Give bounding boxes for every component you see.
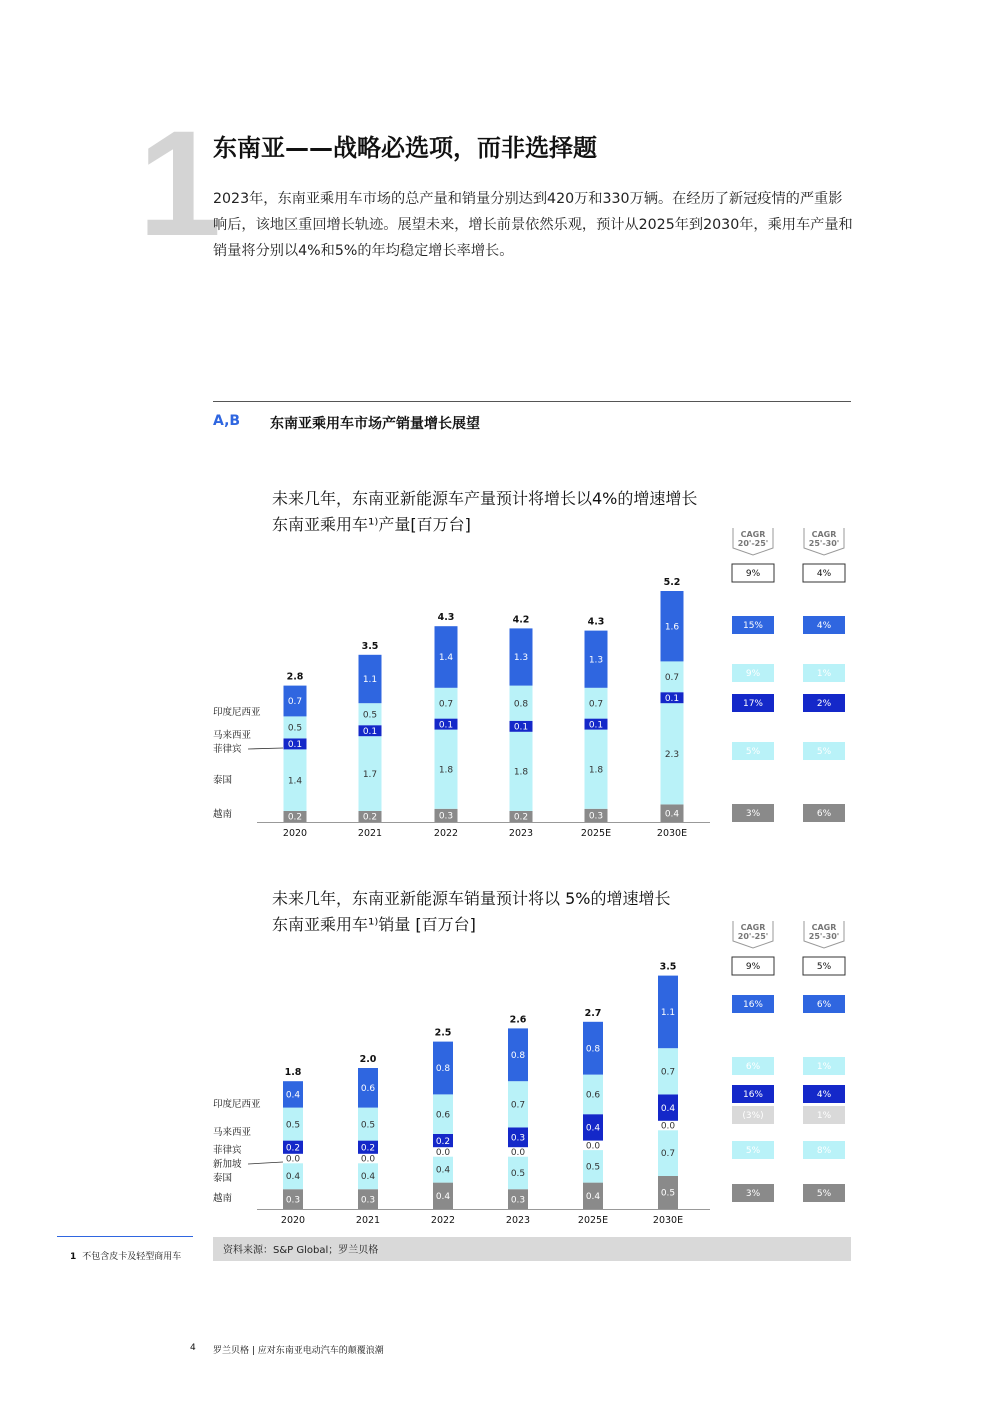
total-label: 4.3: [437, 612, 455, 624]
data-label-vietnam: 0.4: [664, 809, 680, 820]
source-text: 资料来源：S&P Global；罗兰贝格: [223, 1245, 379, 1256]
legend-leader-singapore: [248, 1162, 283, 1164]
data-label-malaysia: 0.7: [588, 699, 604, 710]
data-label-malaysia: 0.5: [287, 723, 303, 734]
cagr-value-philippines: 4%: [816, 1090, 832, 1101]
data-label-philippines: 0.1: [513, 722, 529, 733]
data-label-vietnam: 0.4: [435, 1192, 451, 1202]
x-tick-label: 2022: [430, 1215, 456, 1226]
legend-vietnam: 越南: [213, 1193, 233, 1204]
x-tick-label: 2030E: [652, 1215, 684, 1226]
cagr-header-text: 20'-25': [737, 539, 769, 548]
data-label-indonesia: 1.3: [513, 653, 529, 664]
cagr-value-singapore: 1%: [816, 1111, 832, 1122]
intro-paragraph: 2023年，东南亚乘用车市场的总产量和销量分别达到420万和330万辆。在经历了新冠疫情的严重影响后，该地区重回增长轨迹。展望未来，增长前景依然乐观，预计从2025年到2030年，乘用车产量和销量将分别以4%和5%的年均稳定增长率增长。: [213, 191, 853, 259]
data-label-thailand: 1.8: [513, 767, 529, 778]
data-label-vietnam: 0.5: [660, 1188, 676, 1199]
x-tick-label: 2025E: [580, 828, 612, 839]
data-label-malaysia: 0.6: [435, 1110, 451, 1121]
data-label-indonesia: 1.1: [362, 675, 378, 686]
cagr-value-thailand: 5%: [816, 747, 832, 758]
x-tick-label: 2023: [505, 1215, 531, 1226]
data-label-philippines: 0.1: [588, 720, 604, 731]
cagr-value-philippines: 2%: [816, 699, 832, 710]
data-label-philippines: 0.1: [664, 693, 680, 704]
data-label-vietnam: 0.2: [287, 812, 303, 823]
cagr-value-vietnam: 3%: [745, 809, 761, 820]
cagr-value-thailand: 5%: [745, 747, 761, 758]
data-label-thailand: 0.4: [360, 1172, 376, 1183]
data-label-vietnam: 0.4: [585, 1192, 601, 1202]
data-label-indonesia: 0.7: [287, 697, 303, 708]
cagr-value-thailand: 8%: [816, 1146, 832, 1157]
legend-philippines: 菲律宾: [213, 1145, 242, 1156]
cagr-value-philippines: 17%: [742, 699, 764, 710]
production-chart-title: 东南亚乘用车¹⁾产量[百万台]: [272, 515, 471, 534]
figure-tag: A,B: [213, 413, 241, 429]
source-bar: [213, 1237, 851, 1261]
data-label-thailand: 0.7: [660, 1149, 676, 1160]
data-label-philippines: 0.4: [660, 1103, 676, 1114]
data-label-vietnam: 0.3: [588, 811, 604, 822]
cagr-value-indonesia: 4%: [816, 621, 832, 632]
cagr-value-malaysia: 1%: [816, 669, 832, 680]
data-label-malaysia: 0.6: [585, 1090, 601, 1101]
data-label-thailand: 1.8: [588, 765, 604, 776]
data-label-philippines: 0.2: [285, 1143, 301, 1154]
legend-indonesia: 印度尼西亚: [213, 707, 261, 718]
data-label-thailand: 1.8: [438, 765, 454, 776]
x-tick-label: 2030E: [656, 828, 688, 839]
sales-chart-headline: 未来几年，东南亚新能源车销量预计将以 5%的增速增长: [272, 889, 671, 908]
data-label-philippines: 0.3: [510, 1133, 526, 1144]
data-label-thailand: 0.4: [285, 1172, 301, 1183]
total-label: 2.6: [509, 1014, 527, 1026]
x-tick-label: 2020: [280, 1215, 306, 1226]
data-label-indonesia: 1.1: [660, 1008, 676, 1019]
cagr-value-malaysia: 1%: [816, 1062, 832, 1073]
total-label: 4.2: [512, 614, 530, 626]
data-label-thailand: 0.4: [435, 1165, 451, 1176]
cagr-value-singapore: (3%): [742, 1111, 764, 1122]
data-label-philippines: 0.2: [435, 1136, 451, 1147]
x-tick-label: 2021: [357, 828, 383, 839]
data-label-malaysia: 0.5: [362, 710, 378, 721]
data-label-indonesia: 0.4: [285, 1090, 301, 1101]
data-label-malaysia: 0.5: [285, 1120, 301, 1131]
total-label: 2.5: [434, 1027, 452, 1039]
cagr-header-text: CAGR: [811, 923, 837, 932]
legend-singapore: 新加坡: [213, 1159, 242, 1170]
total-label: 5.2: [663, 577, 681, 588]
x-tick-label: 2025E: [577, 1215, 609, 1226]
legend-thailand: 泰国: [213, 1173, 233, 1184]
x-tick-label: 2022: [433, 828, 459, 839]
figure-title: 东南亚乘用车市场产销量增长展望: [270, 416, 480, 432]
cagr-value-malaysia: 6%: [745, 1062, 761, 1073]
cagr-header-text: CAGR: [811, 530, 837, 539]
cagr-value-indonesia: 16%: [742, 1000, 764, 1011]
data-label-vietnam: 0.3: [360, 1195, 376, 1206]
data-label-malaysia: 0.7: [510, 1100, 526, 1111]
cagr-value-malaysia: 9%: [745, 669, 761, 680]
legend-malaysia: 马来西亚: [213, 1127, 252, 1138]
data-label-singapore: 0.0: [360, 1154, 376, 1165]
data-label-malaysia: 0.7: [664, 673, 680, 683]
data-label-philippines: 0.2: [360, 1143, 376, 1154]
cagr-value-vietnam: 3%: [745, 1189, 761, 1200]
legend-malaysia: 马来西亚: [213, 730, 252, 741]
total-label: 1.8: [284, 1067, 302, 1079]
data-label-vietnam: 0.3: [438, 811, 454, 822]
cagr-header-text: 25'-30': [808, 539, 840, 548]
data-label-indonesia: 1.4: [438, 653, 454, 664]
data-label-malaysia: 0.7: [660, 1067, 676, 1078]
data-label-vietnam: 0.2: [513, 812, 529, 823]
data-label-thailand: 1.4: [287, 776, 303, 787]
data-label-philippines: 0.1: [362, 726, 378, 737]
page-number: 4: [190, 1343, 196, 1353]
data-label-singapore: 0.0: [585, 1141, 601, 1152]
x-tick-label: 2020: [282, 828, 308, 839]
legend-philippines: 菲律宾: [213, 744, 242, 755]
data-label-indonesia: 1.3: [588, 655, 604, 666]
data-label-singapore: 0.0: [285, 1154, 301, 1165]
section-title: 东南亚——战略必选项，而非选择题: [213, 134, 597, 162]
data-label-malaysia: 0.7: [438, 699, 454, 710]
legend-vietnam: 越南: [213, 809, 233, 820]
cagr-value-vietnam: 6%: [816, 809, 832, 820]
data-label-singapore: 0.0: [510, 1147, 526, 1158]
data-label-vietnam: 0.3: [285, 1195, 301, 1206]
data-label-philippines: 0.1: [287, 740, 303, 751]
cagr-header-text: CAGR: [740, 923, 766, 932]
data-label-malaysia: 0.8: [513, 699, 529, 710]
total-label: 2.7: [584, 1007, 602, 1019]
cagr-value-total: 5%: [816, 962, 832, 973]
footnote: [70, 1249, 181, 1262]
footnote-text: 不包含皮卡及轻型商用车: [82, 1252, 182, 1262]
legend-thailand: 泰国: [213, 775, 233, 786]
data-label-thailand: 0.5: [510, 1168, 526, 1179]
cagr-header-text: CAGR: [740, 530, 766, 539]
data-label-thailand: 2.3: [664, 750, 680, 760]
data-label-thailand: 1.7: [362, 769, 378, 780]
data-label-singapore: 0.0: [435, 1147, 451, 1158]
data-label-indonesia: 0.8: [510, 1051, 526, 1061]
cagr-value-total: 9%: [745, 569, 761, 580]
data-label-indonesia: 0.8: [585, 1044, 601, 1055]
data-label-vietnam: 0.3: [510, 1195, 526, 1206]
cagr-value-total: 9%: [745, 962, 761, 973]
cagr-value-total: 4%: [816, 569, 832, 580]
data-label-philippines: 0.4: [585, 1123, 601, 1134]
production-chart-headline: 未来几年，东南亚新能源车产量预计将增长以4%的增速增长: [272, 489, 698, 508]
cagr-value-vietnam: 5%: [816, 1189, 832, 1200]
x-tick-label: 2021: [355, 1215, 381, 1226]
data-label-vietnam: 0.2: [362, 812, 378, 823]
total-label: 3.5: [659, 961, 677, 973]
footnote-number: 1: [70, 1252, 77, 1262]
total-label: 4.3: [587, 616, 605, 628]
cagr-value-indonesia: 6%: [816, 1000, 832, 1011]
x-tick-label: 2023: [508, 828, 534, 839]
data-label-indonesia: 0.8: [435, 1064, 451, 1075]
total-label: 2.0: [359, 1054, 377, 1065]
data-label-indonesia: 0.6: [360, 1084, 376, 1094]
data-label-malaysia: 0.5: [360, 1120, 376, 1131]
cagr-value-thailand: 5%: [745, 1146, 761, 1157]
cagr-value-philippines: 16%: [742, 1090, 764, 1101]
total-label: 2.8: [286, 671, 304, 683]
cagr-value-indonesia: 15%: [742, 621, 764, 632]
section-number: 1: [138, 99, 218, 267]
total-label: 3.5: [361, 640, 379, 652]
sales-chart-title: 东南亚乘用车¹⁾销量 [百万台]: [272, 915, 476, 934]
data-label-philippines: 0.1: [438, 720, 454, 731]
footer-text: 罗兰贝格 | 应对东南亚电动汽车的颠覆浪潮: [213, 1346, 384, 1356]
legend-indonesia: 印度尼西亚: [213, 1099, 261, 1110]
data-label-indonesia: 1.6: [664, 622, 680, 633]
cagr-header-text: 20'-25': [737, 932, 769, 941]
footnote-divider: [57, 1236, 193, 1237]
cagr-header-text: 25'-30': [808, 932, 840, 941]
data-label-thailand: 0.5: [585, 1162, 601, 1173]
data-label-singapore: 0.0: [660, 1121, 676, 1132]
